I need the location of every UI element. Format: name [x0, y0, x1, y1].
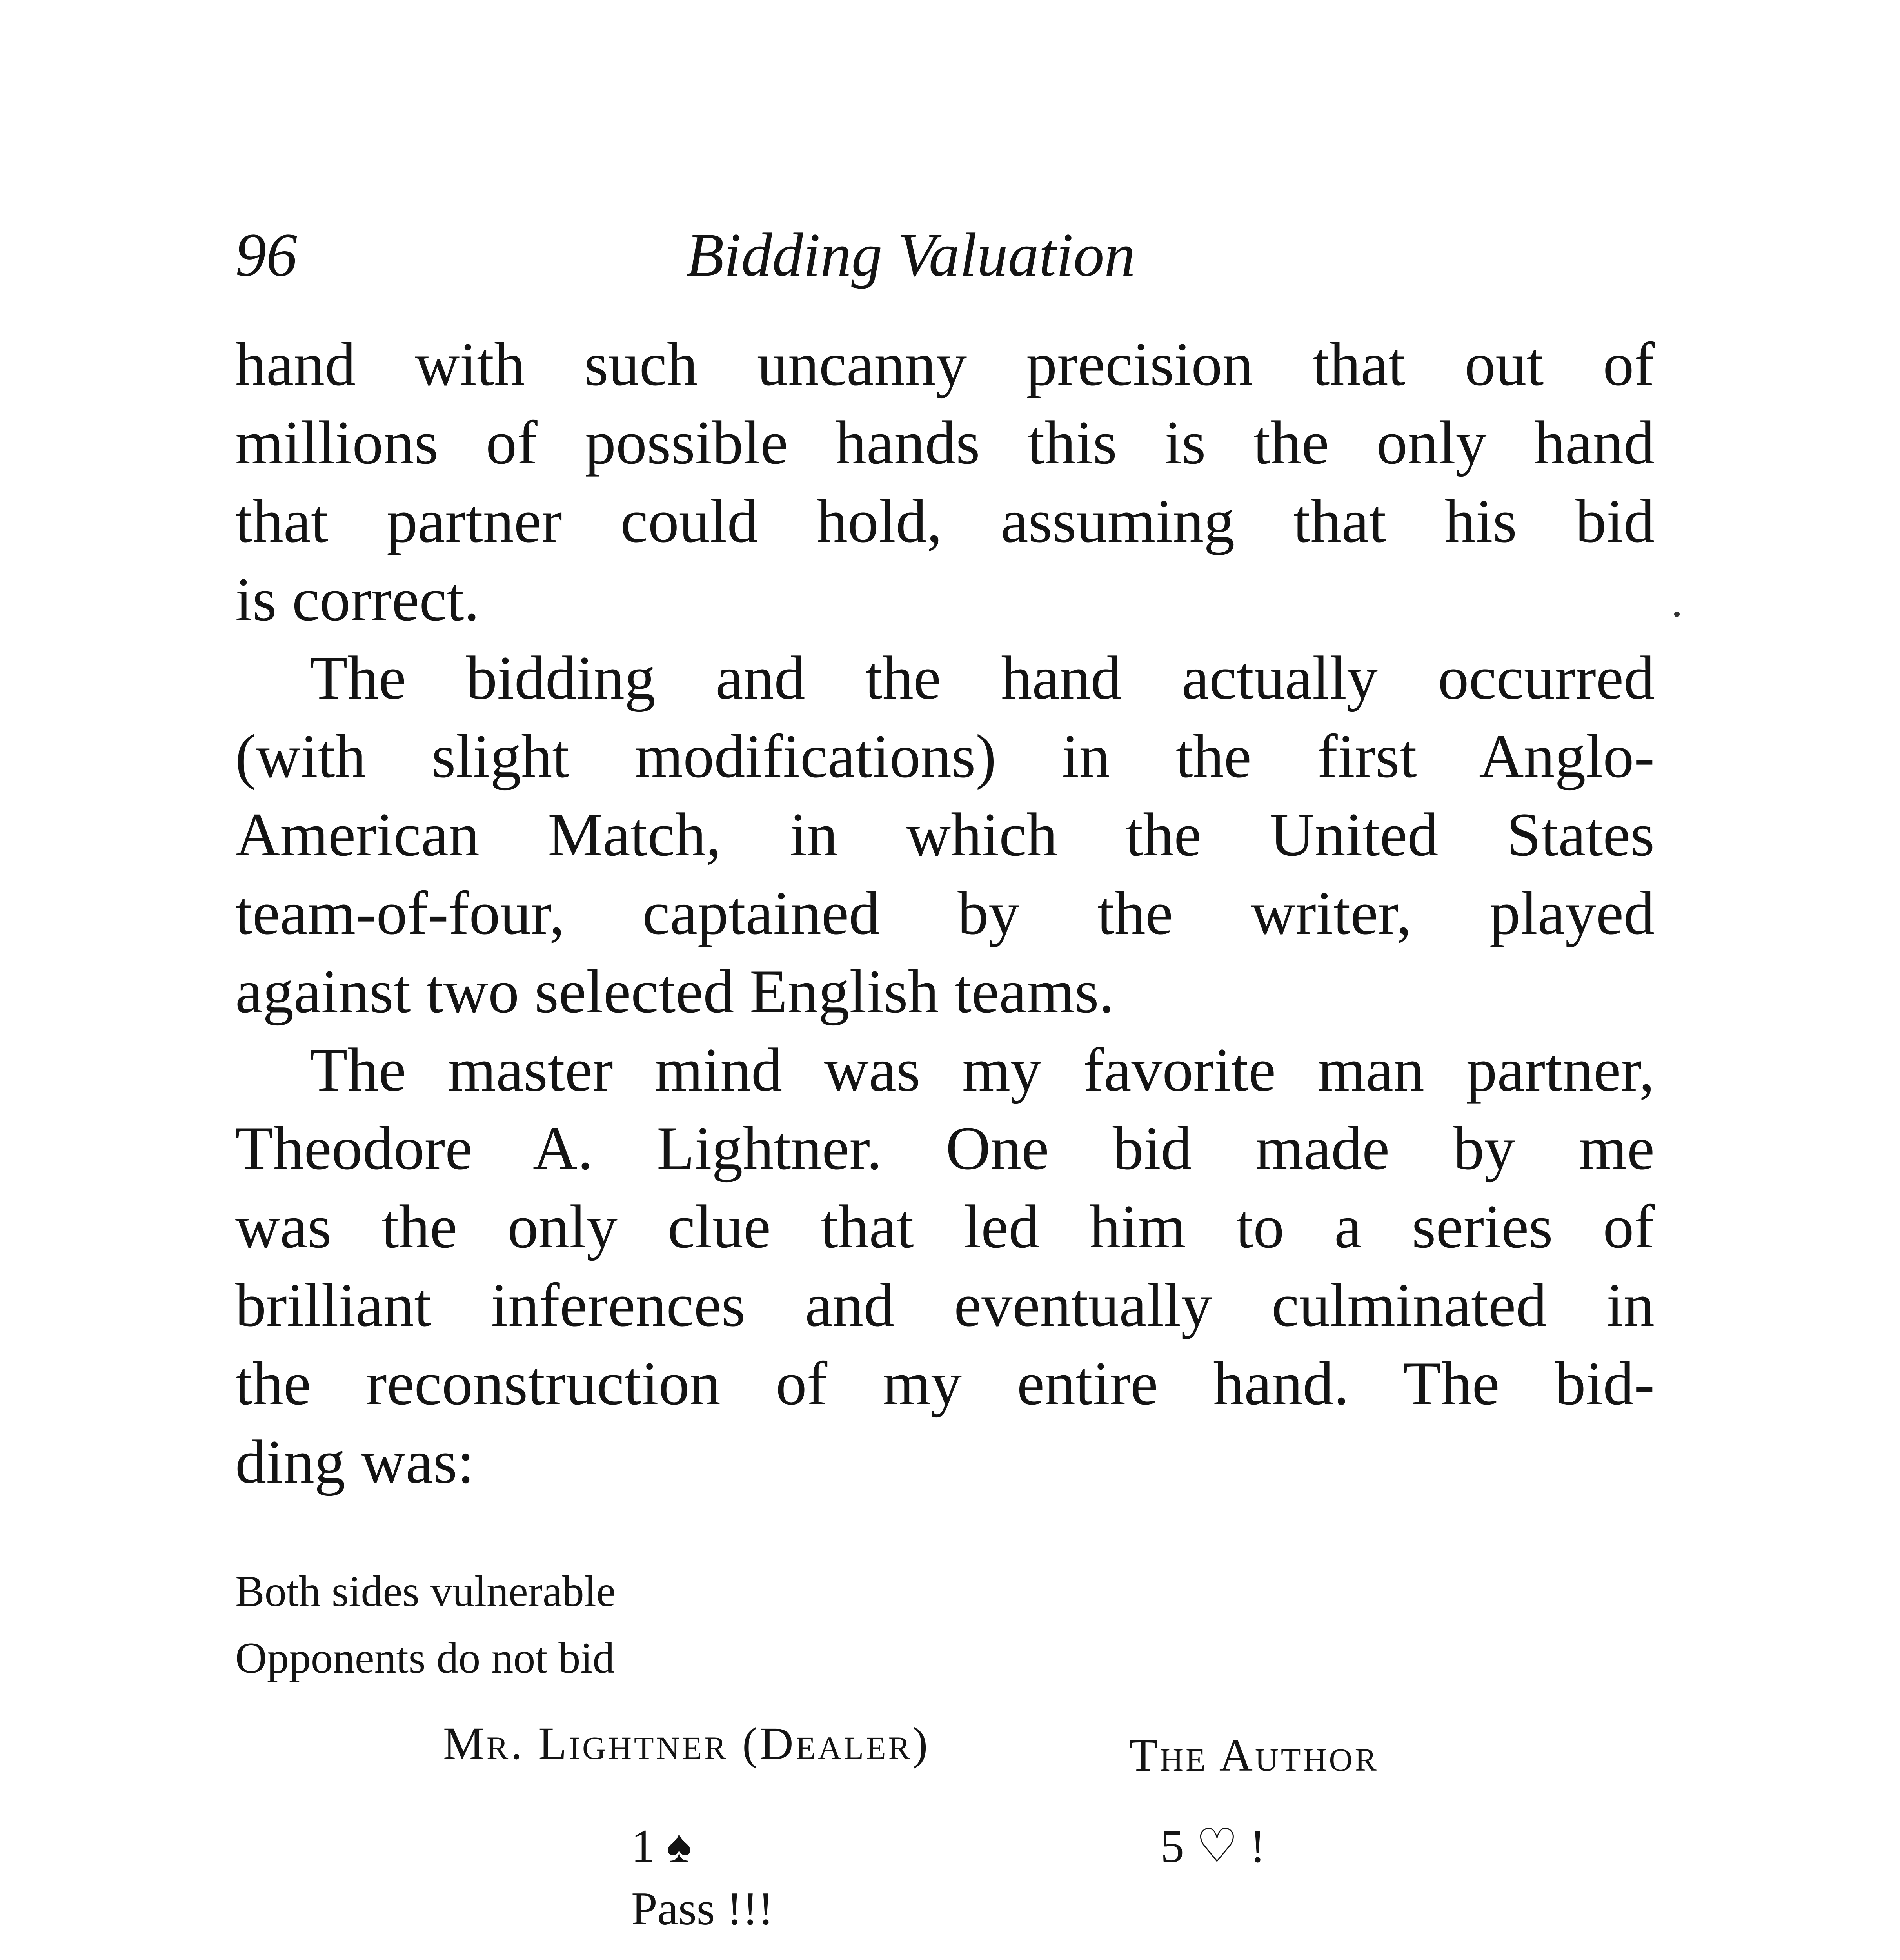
ink-speck — [1674, 612, 1680, 617]
text-line: The master mind was my favorite man partner, — [310, 1036, 1655, 1104]
running-head: Bidding Valuation — [686, 221, 1135, 289]
text-line: brilliant inferences and eventually culminated in — [235, 1271, 1655, 1339]
text-line: team-of-four, captained by the writer, played — [235, 879, 1655, 947]
text-line: hand with such uncanny precision that out of — [235, 330, 1655, 399]
text-line: the reconstruction of my entire hand. The bid- — [235, 1349, 1655, 1418]
text-line: American Match, in which the United States — [235, 800, 1655, 869]
text-line: millions of possible hands this is the only hand — [235, 408, 1655, 477]
bid-lightner-1: 1 ♠ — [631, 1820, 692, 1872]
text-line: that partner could hold, assuming that his bid — [235, 487, 1655, 555]
page-header — [235, 220, 1655, 306]
condition-opponents: Opponents do not bid — [235, 1634, 615, 1682]
text-line: is correct. — [235, 565, 480, 634]
condition-vulnerable: Both sides vulnerable — [235, 1567, 616, 1616]
text-line: (with slight modifications) in the first Anglo- — [235, 722, 1655, 791]
bid-author-1: 5 ♡ ! — [1161, 1820, 1266, 1872]
text-line: against two selected English teams. — [235, 957, 1115, 1026]
bidder-right-heading: The Author — [1129, 1730, 1379, 1781]
bidder-left-heading: Mr. Lightner (Dealer) — [443, 1718, 930, 1769]
text-line: The bidding and the hand actually occurred — [310, 644, 1655, 712]
page-number: 96 — [235, 221, 297, 289]
text-line: Theodore A. Lightner. One bid made by me — [235, 1114, 1655, 1183]
paragraph-2 — [235, 639, 1655, 1031]
text-line: ding was: — [235, 1428, 475, 1496]
paragraph-1 — [235, 325, 1655, 639]
bid-lightner-2: Pass !!! — [631, 1882, 774, 1935]
text-line: was the only clue that led him to a series of — [235, 1192, 1655, 1261]
paragraph-3 — [235, 1031, 1655, 1501]
